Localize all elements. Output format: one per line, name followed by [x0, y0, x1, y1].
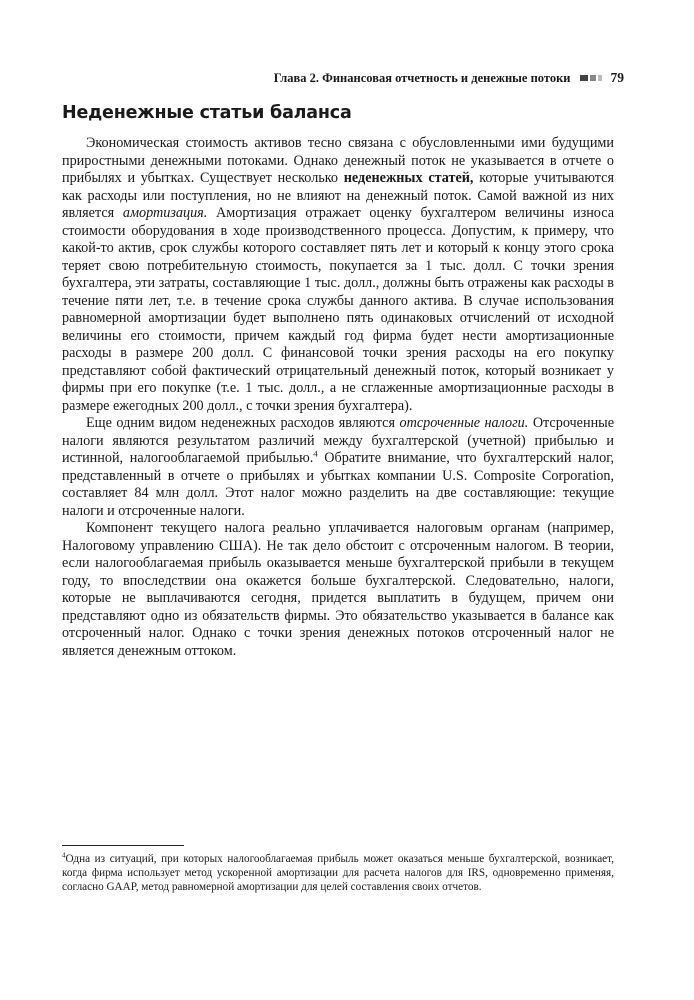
- footnote-reference[interactable]: 4: [313, 448, 318, 459]
- paragraph-3: Компонент текущего налога реально уплачивается налоговым органам (например, Налоговому управлению США). Не так дело обстоит с отсроченным налогом. В теории, если налогооблагаемая прибыль оказывается меньше бухгалтерской прибыли в текущем году, то впоследствии она окажется больше бухгалтерской. Следовательно, налоги, которые не выплачиваются сегодня, придется выплатить в будущем, причем они представляют одно из обязательств фирмы. Это обязательство указывается в балансе как отсроченный налог. Однако с точки зрения денежных потоков отсроченный налог не является денежным оттоком.: [62, 520, 614, 659]
- footnote-text: Одна из ситуаций, при которых налогооблагаемая прибыль может оказаться меньше бухгалтерской, возникает, когда фирма использует метод ускоренной амортизации для расчета налогов для IRS, одновременно применяя, согласно GAAP, метод равномерной амортизации для целей составления своих отчетов.: [62, 853, 614, 894]
- header-decoration-icon: [580, 75, 602, 81]
- paragraph-1-text-b: которые учитываются как расходы или поступления, но не влияют на денежный поток. Самой важной из них является: [62, 170, 615, 221]
- body-text: [62, 135, 614, 660]
- footnote-divider: [62, 845, 184, 846]
- paragraph-2: [62, 415, 614, 520]
- paragraph-2-italic-term: отсроченные налоги.: [399, 415, 529, 431]
- footnote-marker: 4: [62, 851, 66, 860]
- running-head: [62, 70, 624, 86]
- paragraph-2-text-a: Еще одним видом неденежных расходов являются: [86, 415, 400, 431]
- page-number: 79: [610, 70, 624, 85]
- paragraph-2-text-c: Обратите внимание, что бухгалтерский налог, представленный в отчете о прибылях и убытках компании U.S. Composite Corporation, составляет 84 млн долл. Этот налог можно разделить на две составляющие: текущие налоги и отсроченные налоги.: [62, 450, 614, 519]
- paragraph-1-italic-term: амортизация.: [122, 205, 208, 221]
- paragraph-1-text-c: Амортизация отражает оценку бухгалтером величины износа стоимости оборудования в ходе производственного процесса. Допустим, к примеру, что какой-то актив, срок службы которого составляет пять лет и который к концу этого срока теряет свою потребительную стоимость, покупается за 1 тыс. долл. С точки зрения бухгалтера, эти затраты, составляющие 1 тыс. долл., должны быть отражены как расходы в течение пяти лет, т.е. в течение срока службы данного актива. В случае использования равномерной амортизации будет выполнено пять одинаковых отчислений от исходной величины его стоимости, причем каждый год фирма будет нести амортизационные расходы в размере 200 долл. С финансовой точки зрения расходы на его покупку представляют собой фактический отрицательный денежный поток, который возникает у фирмы при его покупке (т.е. 1 тыс. долл., а не сглаженные амортизационные расходы в размере ежегодных 200 долл., с точки зрения бухгалтера).: [62, 205, 614, 414]
- paragraph-1-bold-term: неденежных статей,: [343, 170, 474, 186]
- chapter-title: Глава 2. Финансовая отчетность и денежные потоки: [273, 70, 571, 85]
- footnote: [62, 852, 614, 895]
- paragraph-2-text-b: Отсроченные налоги являются результатом различий между бухгалтерской (учетной) прибылью и истинной, налогооблагаемой прибылью.: [62, 415, 614, 466]
- section-title: Неденежные статьи баланса: [62, 103, 352, 123]
- paragraph-1: [62, 135, 614, 415]
- paragraph-1-text-a: Экономическая стоимость активов тесно связана с обусловленными ими будущими приростными денежными потоками. Однако денежный поток не указывается в отчете о прибылях и убытках. Существует несколько: [62, 135, 614, 186]
